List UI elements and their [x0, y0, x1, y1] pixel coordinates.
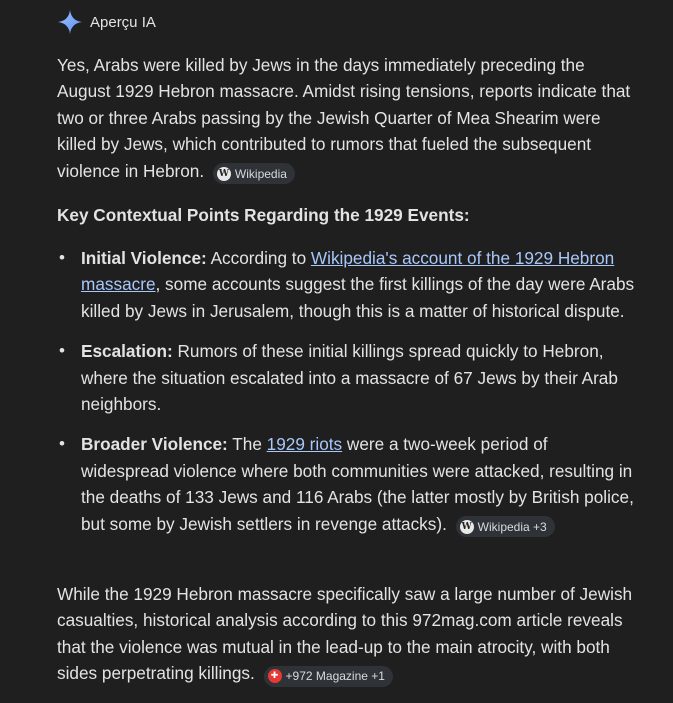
bullet-label: Escalation: [81, 341, 173, 362]
conclusion-text: While the 1929 Hebron massacre specifically saw a large number of Jewish casualties, historical analysis according to this 972mag.com article reveals that the violence was mutual in the lead-up to the main atrocity, with both sides perpetrating killings. [57, 584, 633, 684]
key-points-list [57, 245, 637, 537]
bullet-text: The [227, 434, 267, 455]
source-chip-wikipedia-plus[interactable] [456, 516, 555, 537]
list-item [57, 431, 637, 537]
source-chip-972mag[interactable] [264, 666, 393, 687]
source-chip-label: Wikipedia +3 [477, 519, 547, 534]
bullet-text: Rumors of these initial killings spread quickly to Hebron, where the situation escalated into a massacre of 67 Jews by their Arab neighbors. [81, 341, 618, 415]
section-heading: Key Contextual Points Regarding the 1929 Events: [57, 205, 470, 225]
intro-text: Yes, Arabs were killed by Jews in the days immediately preceding the August 1929 Hebron massacre. Amidst rising tensions, reports indicate that two or three Arabs passing by the Jewish Quarter of Mea Shearim were killed by Jews, which contributed to rumors that fueled the subsequent violence in Hebron. [57, 55, 631, 181]
riots-1929-link[interactable]: 1929 riots [266, 434, 343, 455]
intro-paragraph [57, 52, 637, 184]
bullet-label: Broader Violence: [81, 434, 228, 455]
sparkle-icon [57, 9, 83, 35]
source-chip-label: +972 Magazine +1 [285, 669, 385, 684]
bullet-text: According to [206, 248, 311, 268]
conclusion-paragraph [57, 581, 637, 687]
wikipedia-icon: W [461, 521, 472, 532]
wikipedia-hebron-link[interactable]: Wikipedia's account of the 1929 Hebron massacre [81, 248, 615, 295]
ai-overview-header [57, 9, 156, 35]
ai-overview-title: Aperçu IA [90, 13, 156, 31]
source-chip-wikipedia[interactable] [213, 163, 295, 184]
bullet-text: , some accounts suggest the first killings of the day were Arabs killed by Jews in Jerusalem, though this is a matter of historical dispute. [81, 274, 635, 321]
source-chip-label: Wikipedia [234, 166, 287, 181]
plus-cross-icon: ✚ [268, 669, 282, 683]
list-item [57, 338, 637, 417]
list-item [57, 245, 637, 324]
bullet-text: were a two-week period of widespread violence where both communities were attacked, resulting in the deaths of 133 Jews and 116 Arabs (the latter mostly by British police, but some by Jewish settlers in revenge attacks). [81, 434, 634, 534]
bullet-label: Initial Violence: [81, 248, 207, 268]
wikipedia-icon: W [218, 168, 229, 179]
